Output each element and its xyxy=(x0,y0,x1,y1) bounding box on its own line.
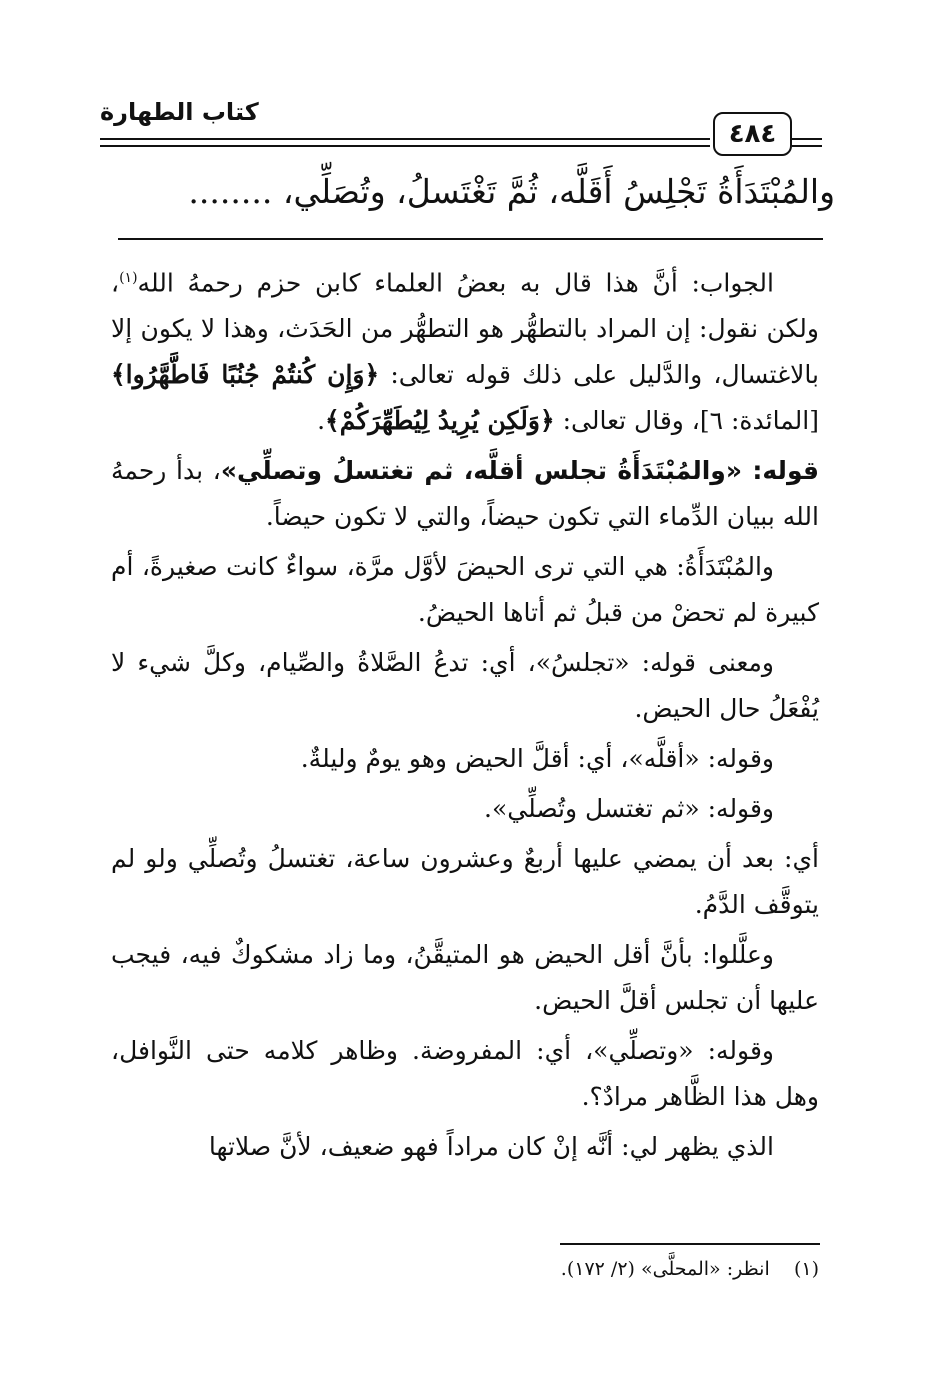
answer-text: الجواب: أنَّ هذا قال به بعضُ العلماء كابن حزم رحمهُ الله xyxy=(137,268,774,298)
paragraph-qawluhu xyxy=(111,448,819,540)
header-rule-2 xyxy=(100,145,710,147)
matn-dots: ........ xyxy=(188,172,273,211)
paragraph-8: وعلَّلوا: بأنَّ أقل الحيض هو المتيقَّنُ، وما زاد مشكوكٌ فيه، فيجب عليها أن تجلس أقلَّ الحيض. xyxy=(111,940,819,1016)
footnote-text: انظر: «المحلَّى» (٢/ ١٧٢). xyxy=(560,1258,770,1280)
footnote-number: (١) xyxy=(793,1258,819,1280)
lead-quote: قوله: «والمُبْتَدَأَةُ تجلس أقلَّه، ثم تغتسلُ وتصلِّي» xyxy=(220,456,819,486)
commentary-body xyxy=(111,255,819,1174)
footnote-ref: (١) xyxy=(119,270,138,286)
paragraph-4: ومعنى قوله: «تجلسُ»، أي: تدعُ الصَّلاةُ والصِّيام، وكلَّ شيء لا يُفْعَلُ حال الحيض. xyxy=(111,648,819,724)
header-rule-3 xyxy=(792,138,822,140)
verse-reference: [المائدة: ٦]، وقال تعالى: xyxy=(554,406,819,436)
running-title: كتاب الطهارة xyxy=(100,98,259,126)
quran-verse-2: ﴿وَلَكِن يُرِيدُ لِيُطَهِّرَكُمْ﴾ xyxy=(325,406,555,436)
header-rule-1 xyxy=(100,138,710,140)
paragraph-3: والمُبْتَدَأَةُ: هي التي ترى الحيضَ لأوَّل مرَّة، سواءٌ كانت صغيرةً، أم كبيرة لم تحضْ من قبلُ ثم أتاها الحيضُ. xyxy=(111,552,819,628)
paragraph-10: الذي يظهر لي: أنَّه إنْ كان مراداً فهو ضعيف، لأنَّ صلاتها xyxy=(208,1132,774,1162)
matn-line xyxy=(115,166,835,218)
paragraph-5: وقوله: «أقلَّه»، أي: أقلَّ الحيض وهو يومٌ وليلةٌ. xyxy=(300,744,774,774)
footnote xyxy=(119,1254,819,1284)
paragraph-7: أي: بعد أن يمضي عليها أربعٌ وعشرون ساعة، تغتسلُ وتُصلِّي ولو لم يتوقَّف الدَّمُ. xyxy=(111,844,819,920)
footnote-rule xyxy=(560,1243,820,1245)
paragraph-6: وقوله: «ثم تغتسل وتُصلِّي». xyxy=(484,794,774,824)
quran-verse-1: ﴿وَإِن كُنتُمْ جُنُبًا فَاطَّهَّرُوا﴾ xyxy=(111,360,380,390)
header-rule-4 xyxy=(792,145,822,147)
page-number: ٤٨٤ xyxy=(728,119,777,149)
paragraph-9: وقوله: «وتصلِّي»، أي: المفروضة. وظاهر كلامه حتى النَّوافل، وهل هذا الظَّاهر مرادٌ؟. xyxy=(111,1036,819,1112)
matn-text: والمُبْتَدَأَةُ تَجْلِسُ أَقَلَّه، ثُمَّ تَغْتَسلُ، وتُصَلِّي، xyxy=(282,172,835,211)
page-number-frame xyxy=(713,112,792,156)
paragraph-end: . xyxy=(317,406,326,436)
paragraph-text: ، بدأ رحمهُ الله ببيان الدِّماء التي تكون حيضاً، والتي لا تكون حيضاً. xyxy=(111,456,819,532)
matn-divider xyxy=(118,238,823,240)
paragraph-answer xyxy=(111,255,819,444)
answer-text-cont: ، ولكن نقول: إن المراد بالتطهُّر هو التطهُّر من الحَدَث، وهذا لا يكون إلا بالاغتسال، والدَّليل على ذلك قوله تعالى: xyxy=(111,268,820,390)
